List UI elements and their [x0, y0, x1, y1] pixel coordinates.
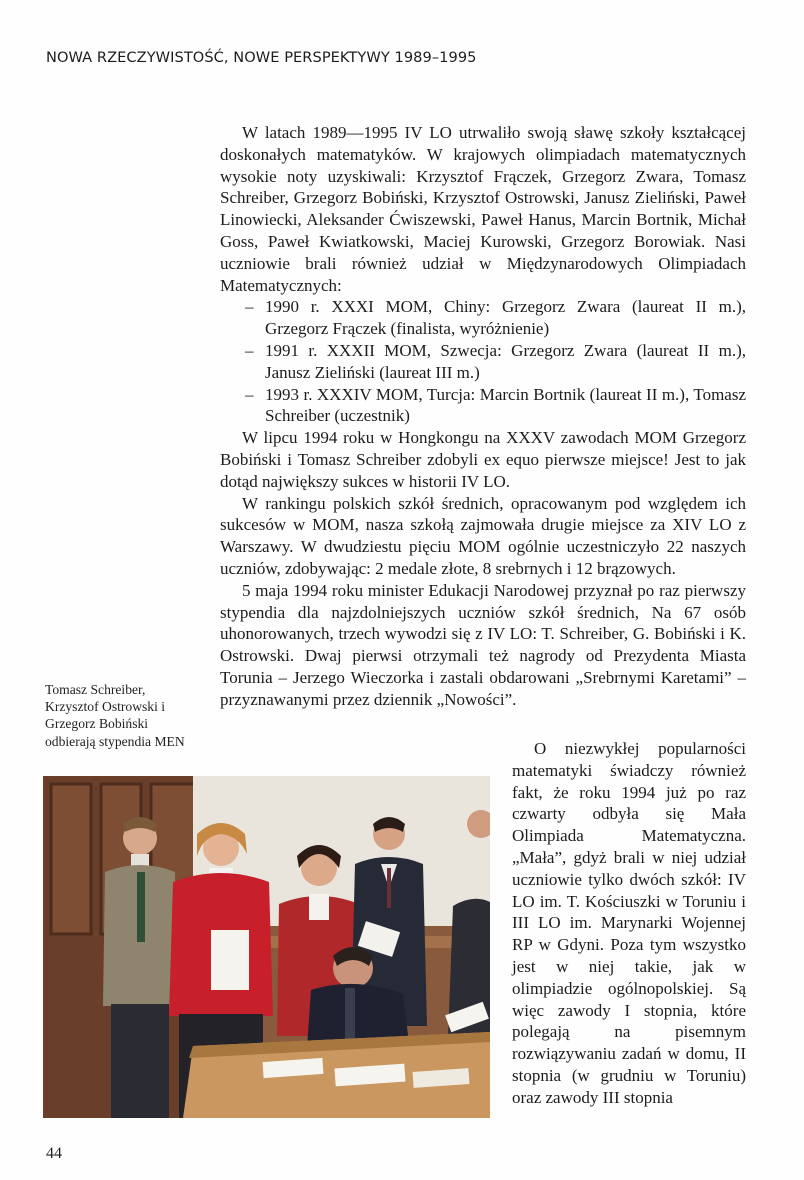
list-item — [220, 340, 746, 384]
list-item — [220, 384, 746, 428]
paragraph: W lipcu 1994 roku w Hongkongu na XXXV zawodach MOM Grzegorz Bobiński i Tomasz Schreiber zdobyli ex equo pierwsze miejsce! Jest to jak dotąd największy sukces w historii IV LO. — [220, 428, 746, 491]
paragraph: W rankingu polskich szkół średnich, opracowanym pod względem ich sukcesów w MOM, nasza szkołą zajmowała drugie miejsce za XIV LO z Warszawy. W dwudziestu pięciu MOM ogólnie uczestniczyło 22 naszych uczniów, zdobywając: 2 medale złote, 8 srebrnych i 12 brązowych. — [220, 493, 746, 578]
article-body-wrapped — [512, 738, 746, 1109]
list-dash: – — [245, 297, 254, 317]
photo — [43, 776, 490, 1118]
photo-caption: Tomasz Schreiber, Krzysztof Ostrowski i Grzegorz Bobiński odbierają stypendia MEN — [45, 682, 185, 749]
paragraph: O niezwykłej popularności matematyki świadczy również fakt, że roku 1994 już po raz czwarty odbyła się Mała Olimpiada Matematyczna. „Mała”, gdyż brali w niej udział uczniowie tylko dwóch szkół: IV LO im. T. Kościuszki w Toruniu i III LO im. Marynarki Wojennej RP w Gdyni. Poza tym wszystko jest w niej takie, jak w olimpiadzie ogólnopolskiej. Są więc zawody I stopnia, które polegają na pisemnym rozwiązywaniu zadań w domu, II stopnia (w grudniu w Toruniu) oraz zawody III stopnia — [512, 739, 746, 1107]
list-item — [220, 296, 746, 340]
paragraph: W latach 1989—1995 IV LO utrwaliło swoją sławę szkoły kształcącej doskonałych matematyków. W krajowych olimpiadach matematycznych wysokie noty uzyskiwali: Krzysztof Frączek, Grzegorz Zwara, Tomasz Schreiber, Grzegorz Bobiński, Krzysztof Ostrowski, Janusz Zieliński, Paweł Linowiecki, Aleksander Ćwiszewski, Paweł Hanus, Marcin Bortnik, Michał Goss, Paweł Kwiatkowski, Maciej Kurowski, Grzegorz Borowiak. Nasi uczniowie brali również udział w Międzynarodowych Olimpiadach Matematycznych: — [220, 123, 746, 295]
list-item-text: 1991 r. XXXII MOM, Szwecja: Grzegorz Zwara (laureat II m.), Janusz Zieliński (laureat III m.) — [265, 340, 746, 382]
olympiad-list — [220, 296, 746, 427]
scholarship-ceremony-photo — [43, 776, 490, 1118]
running-header: NOWA RZECZYWISTOŚĆ, NOWE PERSPEKTYWY 1989–1995 — [46, 49, 477, 66]
list-dash: – — [245, 384, 254, 404]
paragraph: 5 maja 1994 roku minister Edukacji Narodowej przyznał po raz pierwszy stypendia dla najzdolniejszych uczniów szkół średnich, Na 67 osób uhonorowanych, trzech wywodzi się z IV LO: T. Schreiber, G. Bobiński i K. Ostrowski. Dwaj pierwsi otrzymali też nagrody od Prezydenta Miasta Torunia – Jerzego Wieczorka i zastali obdarowani „Srebrnymi Karetami” – przyznawanymi przez dziennik „Nowości”. — [220, 580, 746, 709]
list-item-text: 1993 r. XXXIV MOM, Turcja: Marcin Bortnik (laureat II m.), Tomasz Schreiber (uczestnik) — [265, 384, 746, 426]
page-number: 44 — [46, 1145, 62, 1162]
list-dash: – — [245, 340, 254, 360]
article-body — [220, 122, 746, 711]
list-item-text: 1990 r. XXXI MOM, Chiny: Grzegorz Zwara (laureat II m.), Grzegorz Frączek (finalista, wyróżnienie) — [265, 297, 746, 339]
